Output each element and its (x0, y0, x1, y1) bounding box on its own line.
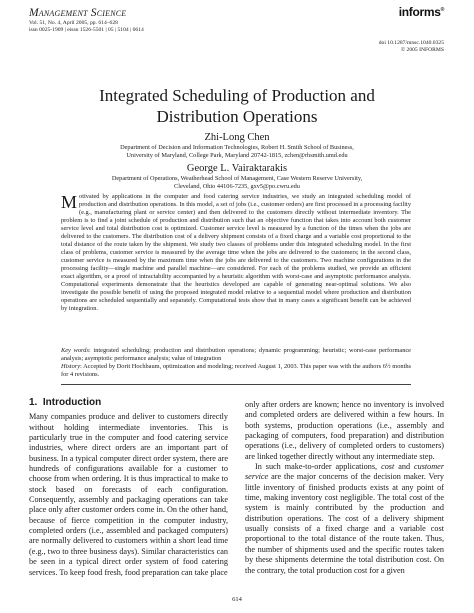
text-run: In such make-to-order applications, (255, 462, 382, 472)
title-line-1: Integrated Scheduling of Production and (99, 86, 375, 105)
history-label: History (61, 363, 81, 370)
page-number: 614 (232, 596, 242, 603)
author-1 (40, 131, 434, 160)
author-affiliation: Department of Operations, Weatherhead School of Management, Case Western Reserve University, (111, 175, 363, 182)
issn-line: issn 0025-1909 | eissn 1526-5501 | 05 | 5104 | 0614 (29, 27, 144, 33)
history (61, 363, 411, 379)
abstract-text: otivated by applications in the computer and food catering service industries, we study an integrated scheduling model of production and distribution operations. In this model, a set of jobs (i.e., customer orders) are first processed in a processing facility (e.g., manufacturing plant or service center) and then delivered to the customers directly without intermediate inventory. The problem is to find a joint schedule of production and distribution such that an objective function that takes into account both customer service level and total distribution cost is optimized. Customer service level is measured by a function of the times when the jobs are delivered to the customers. The distribution cost of a delivery shipment consists of a fixed charge and a variable cost proportional to the total distance of the route taken by the shipment. We study two classes of problems under this integrated scheduling model. In the first class of problems, customer service is measured by the average time when the jobs are delivered to the customers; in the second class, customer service is measured by the maximum time when the jobs are delivered to the customers. Two machine configurations in the processing facility—single machine and parallel machine—are considered. For each of the problems studied, we provide an efficient exact algorithm, or a proof of intractability accompanied by a heuristic algorithm with worst-case and asymptotic performance analysis. Computational experiments demonstrate that the heuristics developed are capable of generating near-optimal solutions. We also investigate the possible benefit of using the proposed integrated model relative to a sequential model where production and distribution operations are scheduled sequentially and separately. Computational tests show that in many cases a significant benefit can be achieved by integration. (61, 193, 411, 313)
emphasis: cost (381, 462, 395, 472)
copyright: © 2005 INFORMS (400, 47, 444, 53)
paragraph-2 (245, 462, 444, 576)
paragraph: Many companies produce and deliver to customers directly without holding intermediate inventories. This is particularly true in the computer and food catering service industries, where direct orders are an important part of business. In a typical computer direct order system, there are hundreds of configurations available for a customer to choose from when ordering. It is thus impractical to make to stock based on forecasts of each configuration. Consequently, assembly and packaging operations can take place only after customer orders come in. On the other hand, because of fierce competition in the computer industry, completed orders (i.e., assembled and packaged computers) are normally delivered to customers within a short lead time (e.g., two to three business days). Similar characteristics can be seen in a typical direct order system of food catering services. To keep food fresh, food preparation can take place (29, 412, 228, 577)
emphasis: customer service (245, 462, 444, 482)
journal-header (29, 7, 329, 34)
author-affiliation-2: Cleveland, Ohio 44106-7235, gxv5@po.cwru.edu (174, 183, 300, 190)
left-column (29, 398, 228, 578)
author-list (40, 129, 434, 191)
publisher-name: informs (398, 5, 441, 19)
author-name: George L. Vairaktarakis (186, 163, 288, 174)
abstract-dropcap: M (61, 192, 78, 212)
keywords (61, 347, 411, 363)
doi-block (379, 40, 444, 54)
keywords-label: Key words (61, 347, 89, 354)
author-affiliation-2: University of Maryland, College Park, Maryland 20742-1815, zchen@rhsmith.umd.edu (126, 152, 348, 159)
paper-title (40, 85, 434, 127)
divider (61, 384, 411, 385)
text-run: are the major concerns of the decision maker. Very little inventory of finished products exists at any point of time, making inventory cost negligible. The total cost of the system is mainly contributed by the production and distribution operations. The cost of a delivery shipment usually consists of a fixed charge and a variable cost proportional to the total distance of the route taken. Thus, the number of shipments used and the specific routes taken by these shipments determine the total distribution cost. On the contrary, the total production cost for a given (245, 472, 444, 575)
author-2 (40, 162, 434, 191)
volume-line: Vol. 51, No. 4, April 2005, pp. 614–628 (29, 20, 118, 26)
journal-title: Management Science (29, 7, 127, 19)
text-run: and (394, 462, 414, 472)
section-number: 1. (29, 397, 38, 408)
title-line-2: Distribution Operations (156, 107, 318, 126)
keywords-text: : integrated scheduling; production and distribution operations; dynamic programming; heuristic; worst-case performance analysis; asymptotic performance analysis; value of integration (61, 347, 411, 362)
section-heading (29, 398, 228, 408)
author-name: Zhi-Long Chen (204, 132, 270, 143)
doi: doi 10.1287/mnsc.1040.0325 (378, 40, 444, 46)
paragraph: only after orders are known; hence no inventory is involved and completed orders are delivered within a few hours. In both systems, production operations (i.e., assembly and packaging of computers, food preparation) and distribution operations (i.e., delivery of completed orders to customers) are linked together directly without any intermediate step. (245, 400, 444, 461)
section-title: Introduction (42, 397, 102, 408)
history-text: : Accepted by Dorit Hochbaum, optimization and modeling; received August 1, 2003. This paper was with the authors 6½ months for 4 revisions. (61, 363, 411, 378)
keywords-block (61, 347, 411, 379)
registered-mark: ® (440, 7, 444, 13)
publisher-logo (399, 5, 444, 19)
author-affiliation: Department of Decision and Information Technologies, Robert H. Smith School of Business, (120, 144, 354, 151)
abstract (61, 193, 411, 313)
right-column (245, 400, 444, 576)
